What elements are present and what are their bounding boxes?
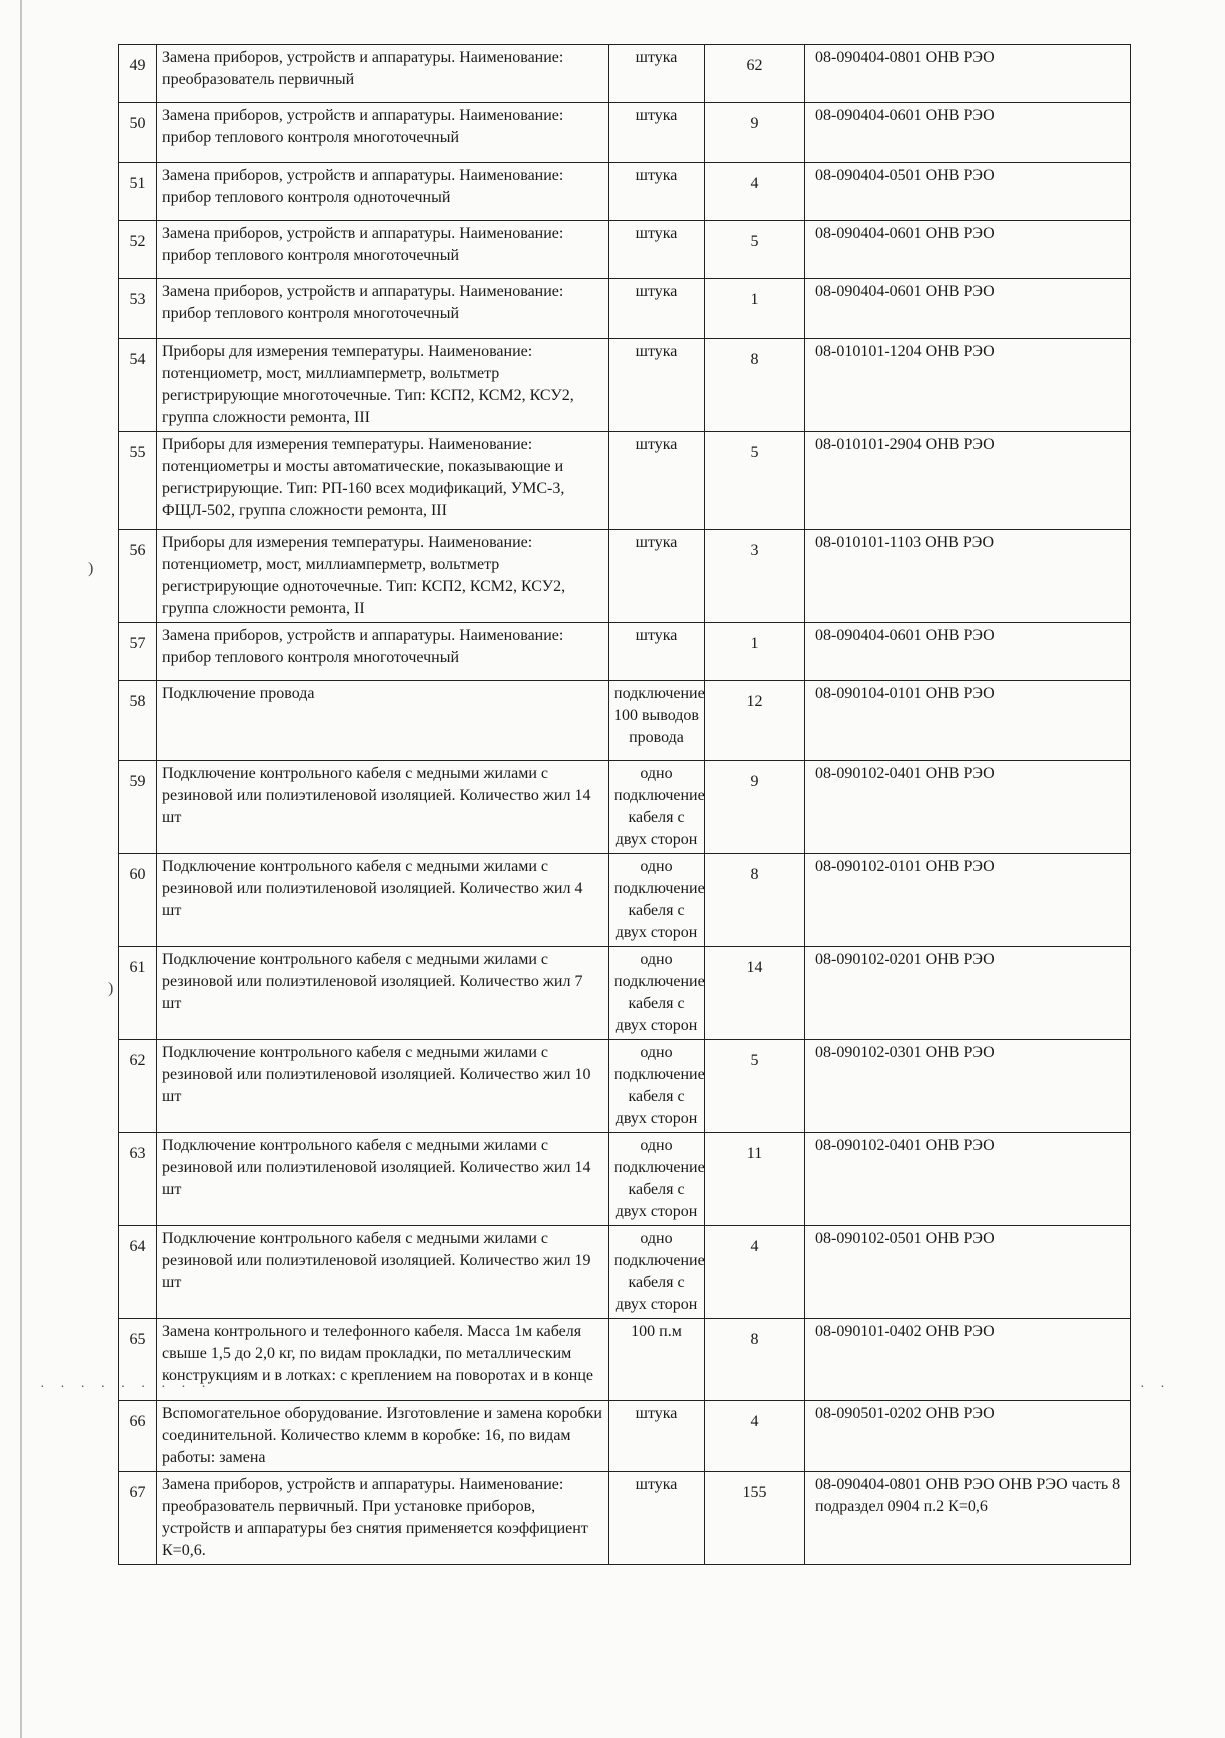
- row-code: 08-090404-0601 ОНВ РЭО: [805, 103, 1131, 163]
- table-row: [119, 947, 1131, 1040]
- row-number: 52: [119, 221, 157, 279]
- row-unit: штука: [609, 623, 705, 681]
- table-row: [119, 163, 1131, 221]
- table-row: [119, 1040, 1131, 1133]
- row-number: 61: [119, 947, 157, 1040]
- row-unit: одно подключение кабеля с двух сторон: [609, 1040, 705, 1133]
- row-unit: штука: [609, 530, 705, 623]
- row-description: Подключение контрольного кабеля с медными жилами с резиновой или полиэтиленовой изоляцией. Количество жил 7 шт: [157, 947, 609, 1040]
- row-unit: одно подключение кабеля с двух сторон: [609, 1133, 705, 1226]
- row-description: Замена приборов, устройств и аппаратуры. Наименование: прибор теплового контроля одноточечный: [157, 163, 609, 221]
- scan-dots: · ·: [1140, 1380, 1171, 1395]
- row-number: 54: [119, 339, 157, 432]
- row-quantity: 8: [705, 1319, 805, 1401]
- scan-dots: · · · · · · · · ·: [40, 1380, 212, 1395]
- row-code: 08-090101-0402 ОНВ РЭО: [805, 1319, 1131, 1401]
- row-quantity: 5: [705, 1040, 805, 1133]
- row-number: 55: [119, 432, 157, 530]
- row-code: 08-010101-1103 ОНВ РЭО: [805, 530, 1131, 623]
- row-description: Замена приборов, устройств и аппаратуры. Наименование: прибор теплового контроля многоточечный: [157, 221, 609, 279]
- table-row: [119, 339, 1131, 432]
- scan-mark: ): [108, 980, 114, 997]
- row-description: Приборы для измерения температуры. Наименование: потенциометр, мост, миллиамперметр, вольтметр регистрирующие многоточечные. Тип: КСП2, КСМ2, КСУ2, группа сложности ремонта, III: [157, 339, 609, 432]
- scan-margin-line: [20, 0, 22, 1738]
- estimate-table: [118, 44, 1131, 1565]
- row-quantity: 9: [705, 761, 805, 854]
- row-quantity: 8: [705, 339, 805, 432]
- row-number: 60: [119, 854, 157, 947]
- row-description: Подключение провода: [157, 681, 609, 761]
- row-code: 08-090404-0801 ОНВ РЭО ОНВ РЭО часть 8 подраздел 0904 п.2 К=0,6: [805, 1472, 1131, 1565]
- row-code: 08-090102-0501 ОНВ РЭО: [805, 1226, 1131, 1319]
- row-quantity: 5: [705, 432, 805, 530]
- row-quantity: 4: [705, 1401, 805, 1472]
- row-number: 62: [119, 1040, 157, 1133]
- row-unit: штука: [609, 1401, 705, 1472]
- row-description: Подключение контрольного кабеля с медными жилами с резиновой или полиэтиленовой изоляцией. Количество жил 10 шт: [157, 1040, 609, 1133]
- table-row: [119, 432, 1131, 530]
- table-row: [119, 854, 1131, 947]
- row-code: 08-090104-0101 ОНВ РЭО: [805, 681, 1131, 761]
- row-number: 67: [119, 1472, 157, 1565]
- row-description: Подключение контрольного кабеля с медными жилами с резиновой или полиэтиленовой изоляцией. Количество жил 14 шт: [157, 1133, 609, 1226]
- row-number: 51: [119, 163, 157, 221]
- row-unit: штука: [609, 221, 705, 279]
- row-description: Замена контрольного и телефонного кабеля. Масса 1м кабеля свыше 1,5 до 2,0 кг, по видам прокладки, по металлическим конструкциям и в лотках: с креплением на поворотах и в конце: [157, 1319, 609, 1401]
- row-quantity: 155: [705, 1472, 805, 1565]
- row-number: 64: [119, 1226, 157, 1319]
- table-row: [119, 1133, 1131, 1226]
- row-code: 08-090404-0801 ОНВ РЭО: [805, 45, 1131, 103]
- table-row: [119, 530, 1131, 623]
- row-unit: штука: [609, 45, 705, 103]
- table-row: [119, 623, 1131, 681]
- row-description: Подключение контрольного кабеля с медными жилами с резиновой или полиэтиленовой изоляцией. Количество жил 4 шт: [157, 854, 609, 947]
- row-code: 08-090102-0301 ОНВ РЭО: [805, 1040, 1131, 1133]
- row-description: Подключение контрольного кабеля с медными жилами с резиновой или полиэтиленовой изоляцией. Количество жил 19 шт: [157, 1226, 609, 1319]
- table-row: [119, 221, 1131, 279]
- row-unit: одно подключение кабеля с двух сторон: [609, 947, 705, 1040]
- row-description: Замена приборов, устройств и аппаратуры. Наименование: прибор теплового контроля многоточечный: [157, 279, 609, 339]
- row-unit: одно подключение кабеля с двух сторон: [609, 761, 705, 854]
- row-quantity: 11: [705, 1133, 805, 1226]
- row-description: Замена приборов, устройств и аппаратуры. Наименование: преобразователь первичный: [157, 45, 609, 103]
- row-quantity: 14: [705, 947, 805, 1040]
- table-body: [119, 45, 1131, 1565]
- row-unit: штука: [609, 432, 705, 530]
- estimate-table-container: [118, 44, 1130, 1565]
- row-unit: 100 п.м: [609, 1319, 705, 1401]
- table-row: [119, 45, 1131, 103]
- table-row: [119, 1319, 1131, 1401]
- table-row: [119, 279, 1131, 339]
- row-unit: штука: [609, 279, 705, 339]
- row-number: 66: [119, 1401, 157, 1472]
- row-number: 59: [119, 761, 157, 854]
- row-number: 65: [119, 1319, 157, 1401]
- row-number: 53: [119, 279, 157, 339]
- row-quantity: 3: [705, 530, 805, 623]
- row-description: Приборы для измерения температуры. Наименование: потенциометр, мост, миллиамперметр, вольтметр регистрирующие одноточечные. Тип: КСП2, КСМ2, КСУ2, группа сложности ремонта, II: [157, 530, 609, 623]
- row-unit: штука: [609, 1472, 705, 1565]
- table-row: [119, 681, 1131, 761]
- row-unit: подключение 100 выводов провода: [609, 681, 705, 761]
- table-row: [119, 761, 1131, 854]
- row-code: 08-090404-0601 ОНВ РЭО: [805, 623, 1131, 681]
- row-number: 49: [119, 45, 157, 103]
- row-quantity: 4: [705, 163, 805, 221]
- row-quantity: 1: [705, 623, 805, 681]
- row-code: 08-010101-2904 ОНВ РЭО: [805, 432, 1131, 530]
- row-code: 08-090404-0501 ОНВ РЭО: [805, 163, 1131, 221]
- row-code: 08-010101-1204 ОНВ РЭО: [805, 339, 1131, 432]
- table-row: [119, 1472, 1131, 1565]
- row-quantity: 8: [705, 854, 805, 947]
- row-description: Подключение контрольного кабеля с медными жилами с резиновой или полиэтиленовой изоляцией. Количество жил 14 шт: [157, 761, 609, 854]
- row-unit: штука: [609, 339, 705, 432]
- row-code: 08-090102-0401 ОНВ РЭО: [805, 1133, 1131, 1226]
- row-code: 08-090501-0202 ОНВ РЭО: [805, 1401, 1131, 1472]
- row-quantity: 62: [705, 45, 805, 103]
- row-code: 08-090102-0101 ОНВ РЭО: [805, 854, 1131, 947]
- row-description: Замена приборов, устройств и аппаратуры. Наименование: преобразователь первичный. При установке приборов, устройств и аппаратуры без снятия применяется коэффициент К=0,6.: [157, 1472, 609, 1565]
- row-code: 08-090404-0601 ОНВ РЭО: [805, 279, 1131, 339]
- row-code: 08-090102-0401 ОНВ РЭО: [805, 761, 1131, 854]
- row-quantity: 12: [705, 681, 805, 761]
- row-number: 58: [119, 681, 157, 761]
- row-unit: одно подключение кабеля с двух сторон: [609, 1226, 705, 1319]
- scan-mark: ): [88, 560, 94, 577]
- row-description: Вспомогательное оборудование. Изготовление и замена коробки соединительной. Количество клемм в коробке: 16, по видам работы: замена: [157, 1401, 609, 1472]
- row-quantity: 9: [705, 103, 805, 163]
- table-row: [119, 1401, 1131, 1472]
- row-description: Замена приборов, устройств и аппаратуры. Наименование: прибор теплового контроля многоточечный: [157, 103, 609, 163]
- row-unit: одно подключение кабеля с двух сторон: [609, 854, 705, 947]
- row-number: 50: [119, 103, 157, 163]
- row-quantity: 5: [705, 221, 805, 279]
- row-description: Замена приборов, устройств и аппаратуры. Наименование: прибор теплового контроля многоточечный: [157, 623, 609, 681]
- row-number: 63: [119, 1133, 157, 1226]
- row-code: 08-090102-0201 ОНВ РЭО: [805, 947, 1131, 1040]
- row-description: Приборы для измерения температуры. Наименование: потенциометры и мосты автоматические, показывающие и регистрирующие. Тип: РП-160 всех модификаций, УМС-3, ФЩЛ-502, группа сложности ремонта, III: [157, 432, 609, 530]
- row-number: 57: [119, 623, 157, 681]
- row-unit: штука: [609, 103, 705, 163]
- row-number: 56: [119, 530, 157, 623]
- table-row: [119, 1226, 1131, 1319]
- row-code: 08-090404-0601 ОНВ РЭО: [805, 221, 1131, 279]
- row-unit: штука: [609, 163, 705, 221]
- row-quantity: 4: [705, 1226, 805, 1319]
- table-row: [119, 103, 1131, 163]
- row-quantity: 1: [705, 279, 805, 339]
